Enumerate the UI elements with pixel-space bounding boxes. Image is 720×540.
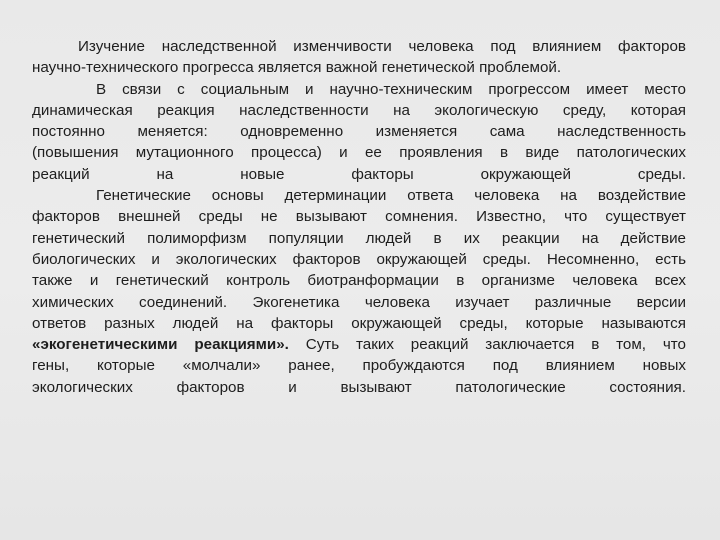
text-line: В связи с социальным и научно-техническим прогрессом имеет место — [96, 80, 686, 98]
text-fragment: Суть таких реакций заключается в том, что — [288, 336, 686, 354]
text-line: научно-технического прогресса является важной генетической проблемой. — [32, 59, 562, 77]
text-line: Генетические основы детерминации ответа человека на воздействие — [96, 187, 686, 205]
text-line: также и генетический контроль биотранформации в организме человека всех — [32, 272, 686, 290]
text-line: реакций на новые факторы окружающей среды. — [32, 165, 686, 183]
text-line: (повышения мутационного процесса) и ее проявления в виде патологических — [32, 144, 686, 162]
text-line: химических соединений. Экогенетика человека изучает различные версии — [32, 293, 686, 311]
body-text — [32, 36, 686, 398]
text-line: постоянно меняется: одновременно изменяется сама наследственность — [32, 123, 686, 141]
text-line: ответов разных людей на факторы окружающей среды, которые называются — [32, 314, 686, 332]
text-line — [32, 334, 686, 355]
bold-term: «экогенетическими реакциями». — [32, 336, 289, 354]
text-line: генетический полиморфизм популяции людей в их реакции на действие — [32, 229, 686, 247]
text-line: Изучение наследственной изменчивости человека под влиянием факторов — [78, 38, 686, 55]
text-line: биологических и экологических факторов окружающей среды. Несомненно, есть — [32, 250, 686, 268]
text-line: гены, которые «молчали» ранее, пробуждаются под влиянием новых — [32, 357, 686, 375]
text-line: экологических факторов и вызывают патологические состояния. — [32, 378, 686, 396]
text-line: динамическая реакция наследственности на экологическую среду, которая — [32, 101, 686, 119]
text-line: факторов внешней среды не вызывают сомнения. Известно, что существует — [32, 208, 686, 226]
